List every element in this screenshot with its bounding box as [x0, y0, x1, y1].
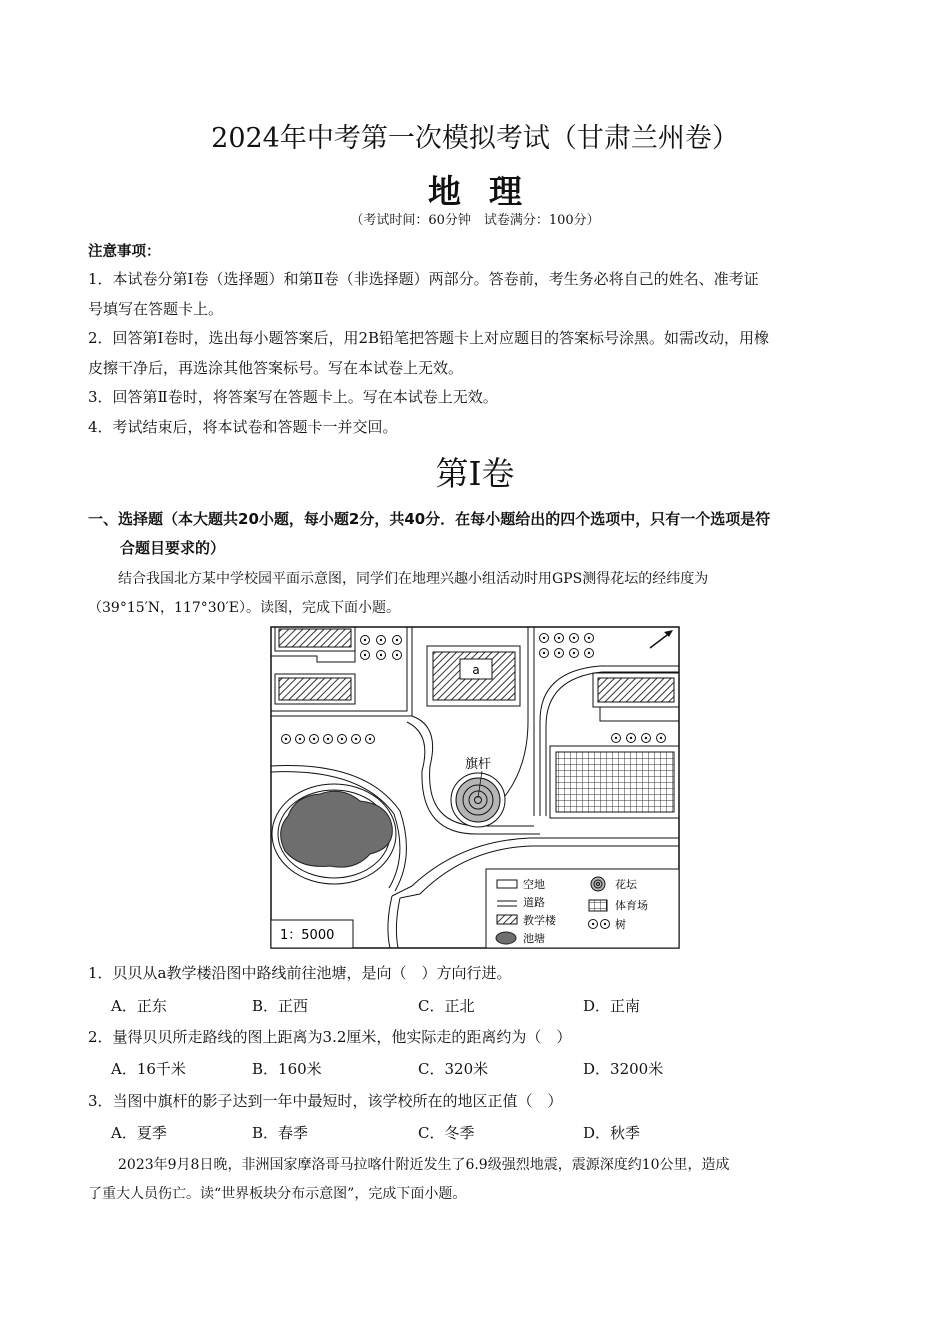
notice-line: 号填写在答题卡上。 — [88, 300, 224, 318]
section-heading-cont: 合题目要求的） — [120, 539, 226, 557]
option-b: B．160米 — [252, 1060, 322, 1078]
legend-stadium: 体育场 — [615, 899, 648, 912]
teaching-building-legend-icon — [497, 915, 517, 924]
flagpole-label: 旗杆 — [464, 757, 492, 772]
option-d: D．秋季 — [583, 1124, 641, 1142]
exam-info: （考试时间：60分钟 试卷满分：100分） — [350, 213, 600, 228]
pond-legend-icon — [496, 932, 516, 944]
option-d: D．3200米 — [583, 1060, 664, 1078]
map-scale: 1：5000 — [280, 928, 335, 943]
notice-line: 皮擦干净后，再选涂其他答案标号。写在本试卷上无效。 — [88, 359, 464, 377]
option-a: A．夏季 — [111, 1124, 167, 1142]
legend-open-space: 空地 — [523, 878, 545, 891]
context-text: 2023年9月8日晚，非洲国家摩洛哥马拉喀什附近发生了6.9级强烈地震，震源深度约10公里，造成 — [118, 1157, 730, 1173]
question-stem: 2．量得贝贝所走路线的图上距离为3.2厘米，他实际走的距离约为（ ） — [88, 1028, 572, 1046]
notice-line: 4．考试结束后，将本试卷和答题卡一并交回。 — [88, 418, 398, 436]
legend-flower-bed: 花坛 — [615, 878, 637, 891]
context-text: 了重大人员伤亡。读“世界板块分布示意图”，完成下面小题。 — [88, 1186, 467, 1202]
option-b: B．正西 — [252, 997, 309, 1015]
question-stem: 3．当图中旗杆的影子达到一年中最短时，该学校所在的地区正值（ ） — [88, 1092, 563, 1110]
open-space-icon — [497, 880, 517, 888]
option-a: A．16千米 — [111, 1060, 186, 1078]
building-a-label: a — [472, 663, 480, 677]
option-d: D．正南 — [583, 997, 641, 1015]
legend-pond: 池塘 — [523, 932, 545, 945]
question-stem: 1．贝贝从a教学楼沿图中路线前往池塘，是向（ ）方向行进。 — [88, 964, 512, 982]
option-a: A．正东 — [111, 997, 167, 1015]
volume-title: 第Ⅰ卷 — [435, 454, 515, 493]
legend-teaching-building: 教学楼 — [523, 914, 556, 927]
option-c: C．冬季 — [418, 1124, 475, 1142]
campus-map — [270, 626, 681, 950]
option-c: C．320米 — [418, 1060, 489, 1078]
teaching-building-icon — [275, 627, 355, 651]
option-b: B．春季 — [252, 1124, 309, 1142]
notice-line: 2．回答第Ⅰ卷时，选出每小题答案后，用2B铅笔把答题卡上对应题目的答案标号涂黑。如需改动，用橡 — [88, 329, 770, 347]
subject-title: 地理 — [428, 172, 550, 211]
section-heading: 一、选择题（本大题共20小题，每小题2分，共40分．在每小题给出的四个选项中，只有一个选项是符 — [88, 510, 771, 528]
option-c: C．正北 — [418, 997, 475, 1015]
context-text: 结合我国北方某中学校园平面示意图，同学们在地理兴趣小组活动时用GPS测得花坛的经纬度为 — [118, 571, 709, 587]
legend-tree: 树 — [615, 918, 626, 931]
teaching-building-icon — [593, 673, 679, 707]
notice-line: 1．本试卷分第Ⅰ卷（选择题）和第Ⅱ卷（非选择题）两部分。答卷前，考生务必将自己的姓名、准考证 — [88, 270, 759, 288]
notice-heading: 注意事项： — [88, 244, 161, 260]
flower-bed-legend-icon — [591, 877, 605, 891]
stadium-legend-icon — [589, 900, 607, 911]
stadium — [550, 746, 679, 818]
notice-line: 3．回答第Ⅱ卷时，将答案写在答题卡上。写在本试卷上无效。 — [88, 388, 498, 406]
teaching-building-icon — [275, 674, 355, 704]
context-text: （39°15′N，117°30′E）。读图，完成下面小题。 — [88, 600, 400, 616]
legend-road: 道路 — [523, 896, 545, 909]
exam-title: 2024年中考第一次模拟考试（甘肃兰州卷） — [211, 123, 739, 154]
